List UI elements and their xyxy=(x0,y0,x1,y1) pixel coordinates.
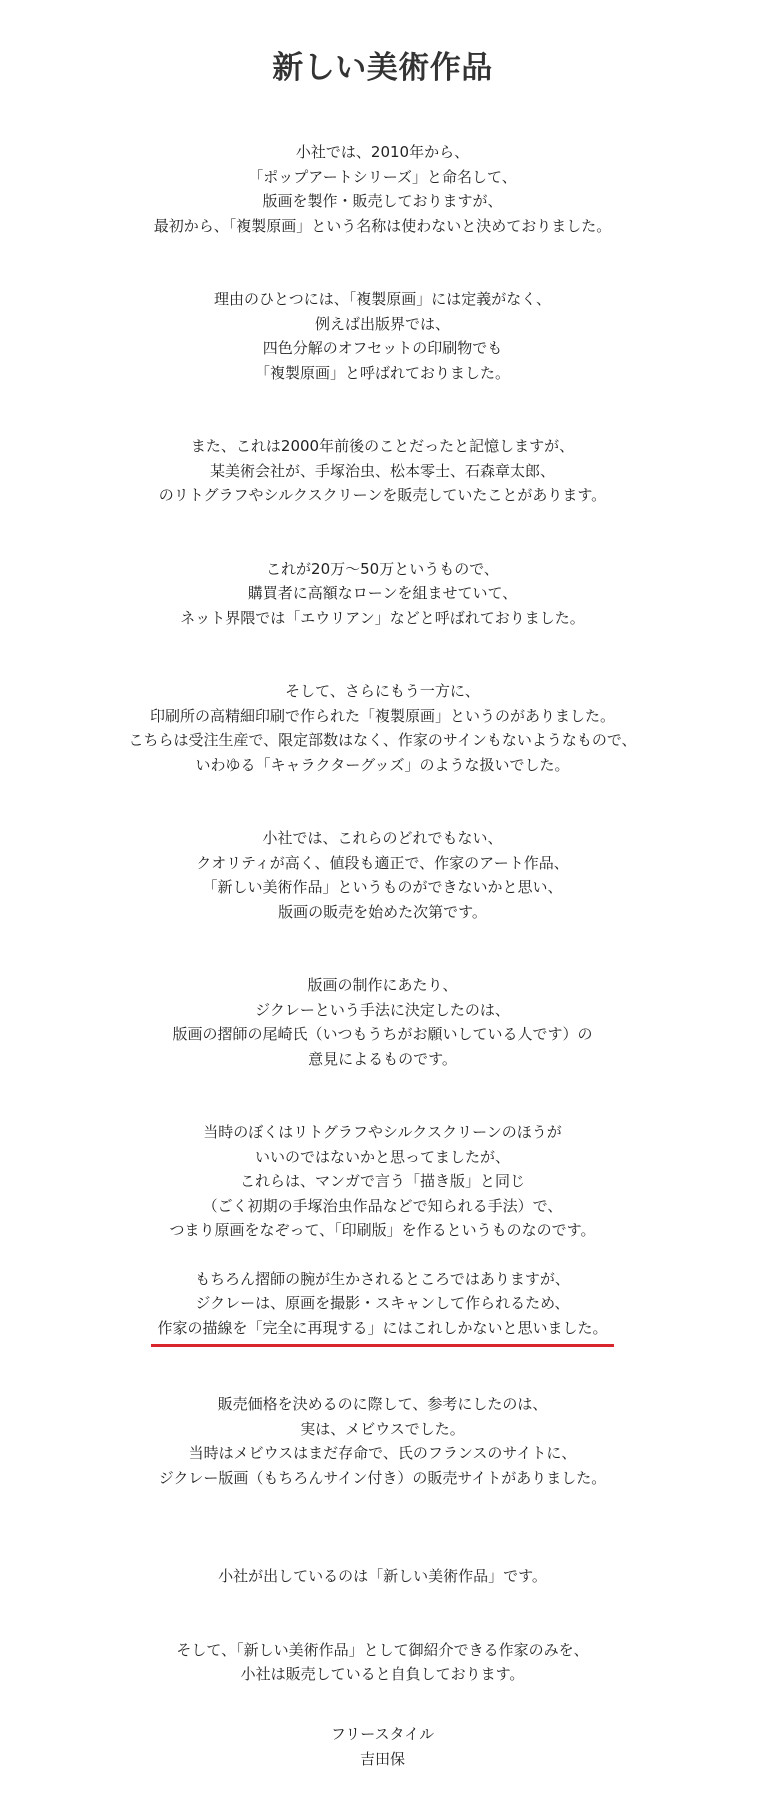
paragraph-line: いいのではないかと思ってましたが、 xyxy=(254,1147,510,1166)
paragraph-printer-skill xyxy=(0,1267,765,1344)
paragraph-art-company xyxy=(0,434,765,508)
paragraph-line: これが20万〜50万というもので、 xyxy=(266,559,499,578)
paragraph-line: 実は、メビウスでした。 xyxy=(300,1419,465,1438)
paragraph-spacer xyxy=(0,508,765,557)
paragraph-line: 購買者に高額なローンを組ませていて、 xyxy=(247,584,518,602)
paragraph-pride xyxy=(0,1638,765,1687)
paragraph-giclee-decision xyxy=(0,973,765,1071)
paragraph-reproduction xyxy=(0,679,765,777)
signature-name: 吉田保 xyxy=(359,1749,405,1768)
paragraph-line: そして、さらにもう一方に、 xyxy=(285,682,480,700)
paragraph-line: 版画を製作・販売しておりますが、 xyxy=(262,192,503,210)
paragraph-line: クオリティが高く、値段も適正で、作家のアート作品、 xyxy=(196,853,569,872)
signature xyxy=(0,1722,765,1771)
paragraph-line: ジクレーは、原画を撮影・スキャンして作られるため、 xyxy=(195,1294,570,1312)
paragraph-definition xyxy=(0,287,765,385)
page-title: 新しい美術作品 xyxy=(272,50,493,86)
paragraph-line: 最初から、「複製原画」という名称は使わないと決めておりました。 xyxy=(153,216,612,235)
paragraph-line: のリトグラフやシルクスクリーンを販売していたことがあります。 xyxy=(158,486,607,504)
paragraph-spacer xyxy=(0,924,765,973)
paragraph-line: 四色分解のオフセットの印刷物でも xyxy=(262,339,503,357)
paragraph-moebius xyxy=(0,1392,765,1490)
paragraph-line: 例えば出版界では、 xyxy=(314,314,450,333)
paragraph-spacer xyxy=(0,1490,765,1564)
paragraph-line: 印刷所の高精細印刷で作られた「複製原画」というのがありました。 xyxy=(149,706,615,725)
paragraph-line: もちろん摺師の腕が生かされるところではありますが、 xyxy=(195,1269,570,1288)
paragraph-line: （ごく初期の手塚治虫作品などで知られる手法）で、 xyxy=(202,1196,563,1215)
paragraph-line xyxy=(0,1316,765,1344)
paragraph-line: 「複製原画」と呼ばれておりました。 xyxy=(254,363,510,382)
paragraph-lithograph xyxy=(0,1120,765,1243)
paragraph-spacer xyxy=(0,630,765,679)
paragraph-line: いわゆる「キャラクターグッズ」のような扱いでした。 xyxy=(195,755,570,774)
paragraph-line: 版画の制作にあたり、 xyxy=(307,976,458,994)
paragraph-line: これらは、マンガで言う「描き版」と同じ xyxy=(239,1172,525,1190)
signature-brand: フリースタイル xyxy=(330,1725,435,1743)
paragraph-line: 当時はメビウスはまだ存命で、氏のフランスのサイトに、 xyxy=(188,1444,577,1462)
paragraph-line: 小社が出しているのは「新しい美術作品」です。 xyxy=(218,1567,547,1585)
paragraph-line: ネット界隈では「エウリアン」などと呼ばれておりました。 xyxy=(180,608,585,627)
paragraph-spacer xyxy=(0,238,765,287)
paragraph-line: 「ポップアートシリーズ」と命名して、 xyxy=(248,167,517,186)
paragraph-line: 当時のぼくはリトグラフやシルクスクリーンのほうが xyxy=(203,1123,562,1141)
paragraph-spacer xyxy=(0,385,765,434)
paragraph-line: また、これは2000年前後のことだったと記憶しますが、 xyxy=(190,437,575,455)
paragraph-line: 小社では、2010年から、 xyxy=(295,143,470,161)
paragraph-spacer xyxy=(0,1343,765,1392)
paragraph-line: 版画の販売を始めた次第です。 xyxy=(278,902,487,921)
paragraph-line: 某美術会社が、手塚治虫、松本零士、石森章太郎、 xyxy=(209,461,555,480)
paragraph-line: ジクレー版画（もちろんサイン付き）の販売サイトがありました。 xyxy=(158,1468,607,1487)
highlighted-sentence: 作家の描線を「完全に再現する」にはこれしかないと思いました。 xyxy=(151,1316,613,1348)
paragraph-line: 理由のひとつには、「複製原画」には定義がなく、 xyxy=(214,290,551,308)
paragraph-line: 「新しい美術作品」というものができないかと思い、 xyxy=(202,878,563,896)
paragraph-line: つまり原画をなぞって、「印刷版」を作るというものなのです。 xyxy=(169,1221,596,1239)
paragraph-line: 販売価格を決めるのに際して、参考にしたのは、 xyxy=(217,1395,548,1413)
paragraph-spacer xyxy=(0,1589,765,1638)
paragraph-new-artwork xyxy=(0,826,765,924)
paragraph-line: 版画の摺師の尾崎氏（いつもうちがお願いしている人です）の xyxy=(172,1025,593,1043)
paragraph-line: こちらは受注生産で、限定部数はなく、作家のサインもないようなもので、 xyxy=(128,731,637,749)
paragraph-line: 小社は販売していると自負しております。 xyxy=(240,1665,525,1683)
paragraph-line: 意見によるものです。 xyxy=(308,1049,457,1068)
paragraph-price xyxy=(0,557,765,631)
paragraph-line: そして、「新しい美術作品」として御紹介できる作家のみを、 xyxy=(176,1640,589,1659)
paragraph-spacer xyxy=(0,777,765,826)
paragraph-line: 小社では、これらのどれでもない、 xyxy=(262,829,503,847)
paragraph-spacer xyxy=(0,1071,765,1120)
paragraph-line: ジクレーという手法に決定したのは、 xyxy=(255,1000,510,1019)
paragraph-spacer xyxy=(0,1243,765,1267)
paragraph-pop-art-series xyxy=(0,140,765,238)
paragraph-statement xyxy=(0,1564,765,1589)
